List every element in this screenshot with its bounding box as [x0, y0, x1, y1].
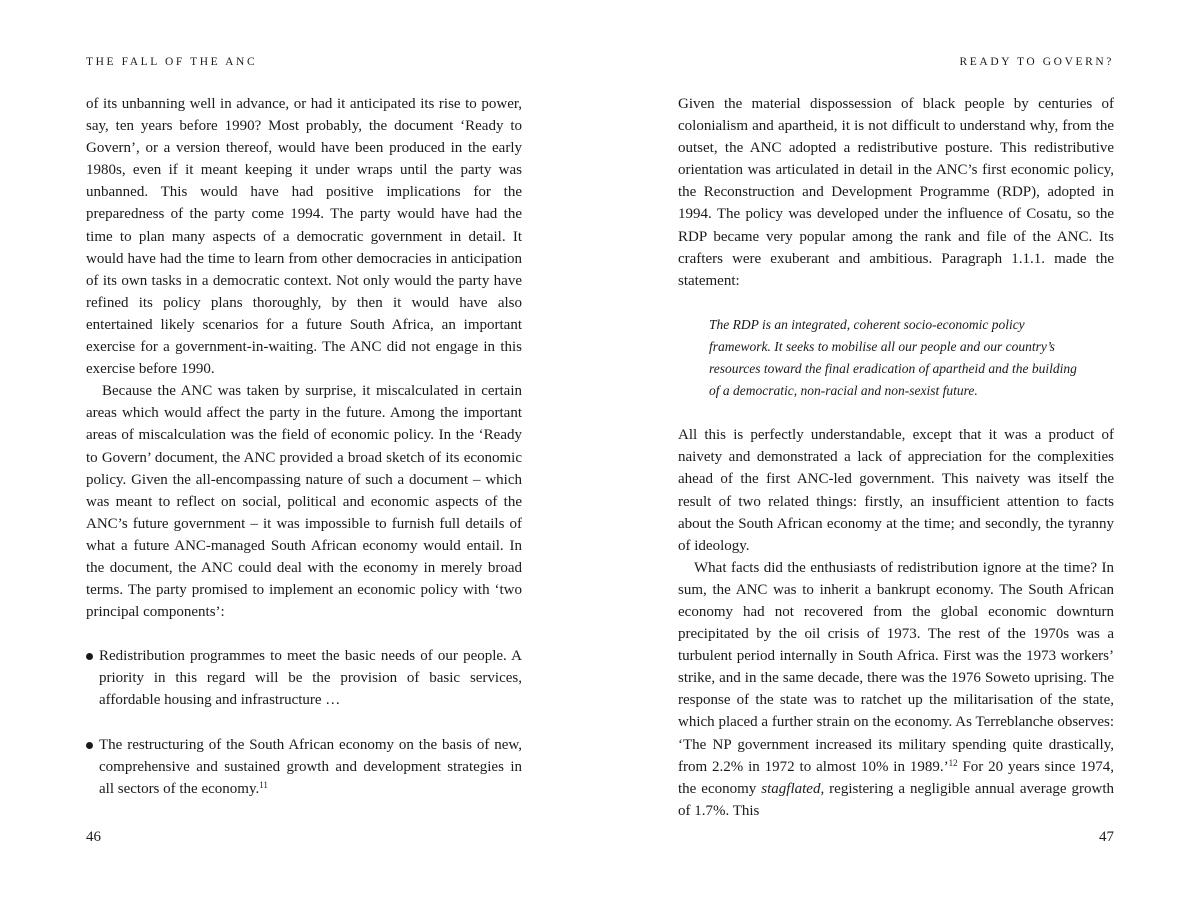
- left-page: [86, 0, 522, 918]
- paragraph: Because the ANC was taken by surprise, it miscalculated in certain areas which would affect the party in the future. Among the important areas of miscalculation was the field of economic policy. In the ‘Ready to Govern’ document, the ANC provided a broad sketch of its economic policy. Given the all-encompassing nature of such a document – which was meant to reflect on social, political and economic aspects of the ANC’s future government – it was impossible to furnish full details of what a future ANC-managed South African economy would entail. In the document, the ANC could deal with the economy in merely broad terms. The party promised to implement an economic policy with ‘two principal components’:: [86, 383, 522, 621]
- paragraph: All this is perfectly understandable, except that it was a product of naivety and demonstrated a lack of appreciation for the complexities ahead of the first ANC-led government. This naivety was itself the result of two related things: firstly, an insufficient attention to facts about the South African economy at the time; and secondly, the tyranny of ideology.: [678, 427, 1114, 554]
- bullet-text: The restructuring of the South African economy on the basis of new, comprehensive and sustained growth and development strategies in all sectors of the economy.: [99, 736, 522, 797]
- paragraph: Given the material dispossession of black people by centuries of colonialism and apartheid, it is not difficult to understand why, from the outset, the ANC adopted a redistributive posture. This redistributive orientation was articulated in detail in the ANC’s first economic policy, the Reconstruction and Development Programme (RDP), adopted in 1994. The policy was developed under the influence of Cosatu, so the RDP became very popular among the rank and file of the ANC. Its crafters were exuberant and ambitious. Paragraph 1.1.1. made the statement:: [678, 96, 1114, 289]
- left-body-text: [86, 93, 522, 822]
- bullet-text: Redistribution programmes to meet the basic needs of our people. A priority in this regard will be the provision of basic services, affordable housing and infrastructure …: [99, 648, 522, 709]
- paragraph-text: For 20 years since 1974, the economy: [678, 758, 1114, 797]
- footnote-reference: 12: [948, 757, 958, 768]
- paragraph-text: What facts did the enthusiasts of redistribution ignore at the time? In sum, the ANC was to inherit a bankrupt economy. The South African economy had not recovered from the global economic downturn precipitated by the oil crisis of 1973. The rest of the 1970s was a turbulent period internally in South Africa. First was the 1973 workers’ strike, and in the same decade, there was the 1976 Soweto uprising. The response of the state was to ratchet up the militarisation of the state, which placed a further strain on the economy. As Terreblanche observes: ‘The NP government increased its military spending quite drastically, from 2.2% in 1972 to almost 10% in 1989.’: [678, 559, 1114, 775]
- paragraph: [678, 557, 1114, 822]
- footnote-reference: 11: [259, 779, 268, 790]
- page-number-right: 47: [1099, 829, 1114, 845]
- right-body-text: [678, 93, 1114, 822]
- bullet-item: [86, 645, 522, 711]
- running-head-left: THE FALL OF THE ANC: [86, 56, 258, 68]
- bullet-item: [86, 734, 522, 800]
- right-page: [678, 0, 1114, 918]
- paragraph: of its unbanning well in advance, or had it anticipated its rise to power, say, ten years before 1990? Most probably, the document ‘Ready to Govern’, or a version thereof, would have been produced in the early 1980s, even if it meant keeping it under wraps until the party was unbanned. This would have had positive implications for the preparedness of the party come 1994. The party would have had the time to plan many aspects of a democratic government in detail. It would have had the time to learn from other democracies in anticipation of its own tasks in a democratic context. Not only would the party have refined its policy plans thoroughly, by then it would have also entertained likely scenarios for a future South Africa, an important exercise for a government-in-waiting. The ANC did not engage in this exercise before 1990.: [86, 96, 522, 378]
- emphasis-text: stagflated: [761, 780, 821, 797]
- running-head-right: READY TO GOVERN?: [959, 56, 1114, 68]
- paragraph-text: , registering a negligible annual average growth of 1.7%. This: [678, 780, 1114, 819]
- block-quote: The RDP is an integrated, coherent socio-economic policy framework. It seeks to mobilise all our people and our country’s resources toward the final eradication of apartheid and the building of a democratic, non-racial and non-sexist future.: [709, 316, 1077, 399]
- page-number-left: 46: [86, 829, 101, 845]
- bullet-list: [86, 645, 522, 800]
